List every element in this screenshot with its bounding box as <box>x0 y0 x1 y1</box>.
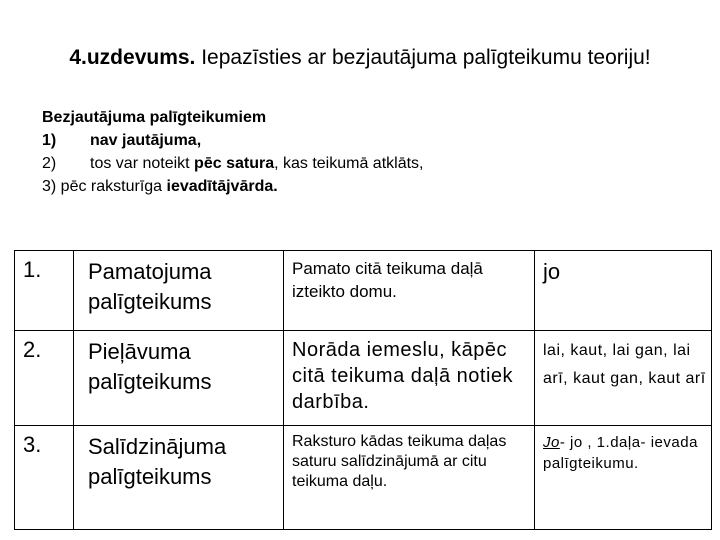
intro-item-number: 2) <box>42 155 57 172</box>
intro-item-bold: ievadītājvārda. <box>166 178 278 195</box>
intro-item-number: 3) <box>42 178 57 195</box>
clause-types-table <box>14 250 712 530</box>
clause-description: Raksturo kādas teikuma daļas saturu salīdzinājumā ar citu teikuma daļu. <box>284 426 535 530</box>
introductory-words: lai, kaut, lai gan, lai arī, kaut gan, kaut arī <box>535 331 712 426</box>
intro-item-3 <box>42 175 462 198</box>
intro-item-2 <box>42 152 462 175</box>
introductory-words-rest: - jo , 1.daļa- ievada palīgteikumu. <box>543 434 698 472</box>
intro-item-1 <box>42 129 462 152</box>
intro-item-pre: tos var noteikt <box>90 155 195 172</box>
intro-item-text <box>90 152 462 175</box>
clause-description: Norāda iemeslu, kāpēc citā teikuma daļā notiek darbība. <box>284 331 535 426</box>
clause-type: Salīdzinājuma palīgteikums <box>74 426 284 530</box>
theory-intro <box>42 106 462 198</box>
row-number: 3. <box>15 426 74 530</box>
intro-item-post: , kas teikumā atklāts, <box>274 155 424 172</box>
intro-item-text: nav jautājuma, <box>90 132 202 149</box>
introductory-words <box>535 426 712 530</box>
introductory-words: jo <box>535 251 712 331</box>
clause-description: Pamato citā teikuma daļā izteikto domu. <box>284 251 535 331</box>
intro-item-number: 1) <box>42 132 57 149</box>
table-row <box>15 426 712 530</box>
table-row <box>15 251 712 331</box>
table-row <box>15 331 712 426</box>
row-number: 1. <box>15 251 74 331</box>
task-number: 4.uzdevums. <box>69 46 196 69</box>
intro-lead: Bezjautājuma palīgteikumiem <box>42 109 267 126</box>
page-title <box>40 44 680 72</box>
underlined-word: Jo <box>543 434 560 451</box>
intro-item-pre: pēc raksturīga <box>56 178 167 195</box>
task-instruction: Iepazīsties ar bezjautājuma palīgteikumu teoriju! <box>195 46 651 69</box>
row-number: 2. <box>15 331 74 426</box>
clause-type: Pamatojuma palīgteikums <box>74 251 284 331</box>
clause-type: Pieļāvuma palīgteikums <box>74 331 284 426</box>
intro-item-bold: pēc satura <box>194 155 275 172</box>
